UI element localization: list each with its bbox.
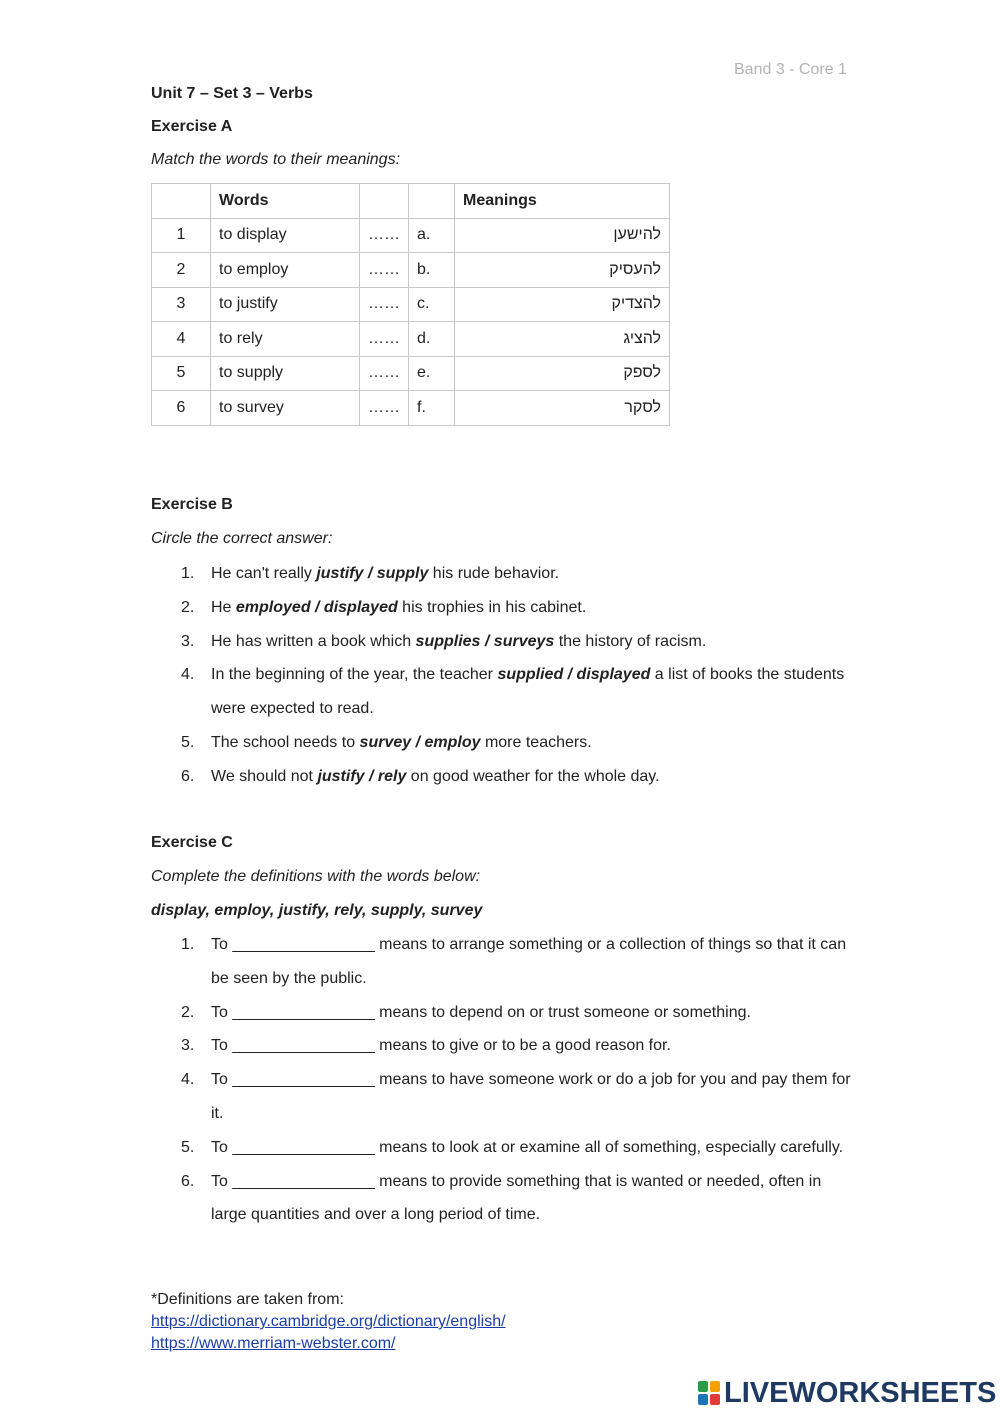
list-item xyxy=(151,1131,851,1165)
item-number: 1. xyxy=(181,936,195,953)
definition-text[interactable]: To ________________ means to have someone work or do a job for you and pay them for it. xyxy=(211,1071,851,1122)
list-item xyxy=(151,591,851,625)
answer-options[interactable]: justify / supply xyxy=(316,565,429,582)
exercise-a-instruction: Match the words to their meanings: xyxy=(151,151,401,168)
row-answer-blank[interactable]: …… xyxy=(360,356,409,391)
list-item xyxy=(151,760,851,794)
row-answer-blank[interactable]: …… xyxy=(360,322,409,357)
item-number: 4. xyxy=(181,1071,195,1089)
list-item xyxy=(151,1029,851,1063)
row-number: 1 xyxy=(152,218,211,253)
row-number: 5 xyxy=(152,356,211,391)
row-answer-blank[interactable]: …… xyxy=(360,218,409,253)
list-item xyxy=(151,1165,851,1233)
exercise-c-instruction: Complete the definitions with the words below: xyxy=(151,868,481,885)
row-number: 4 xyxy=(152,322,211,357)
answer-options[interactable]: justify / rely xyxy=(317,767,407,785)
item-number: 1. xyxy=(181,565,195,582)
row-answer-blank[interactable]: …… xyxy=(360,287,409,322)
exercise-a-title: Exercise A xyxy=(151,118,233,135)
item-text-before: The school needs to xyxy=(211,733,360,751)
list-item xyxy=(151,928,851,996)
item-number: 4. xyxy=(181,666,195,684)
row-letter: b. xyxy=(409,253,455,288)
table-row xyxy=(152,253,670,288)
exercise-c-title: Exercise C xyxy=(151,834,233,851)
exercise-c-list xyxy=(151,928,851,1232)
item-text-after: his rude behavior. xyxy=(428,565,560,582)
definition-text[interactable]: To ________________ means to give or to be a good reason for. xyxy=(211,1037,671,1055)
item-number: 6. xyxy=(181,767,195,785)
exercise-b-instruction: Circle the correct answer: xyxy=(151,530,333,547)
item-text-before: In the beginning of the year, the teacher xyxy=(211,666,498,684)
row-letter: c. xyxy=(409,287,455,322)
item-text-before: He has written a book which xyxy=(211,632,416,650)
item-text-after: his trophies in his cabinet. xyxy=(397,598,587,616)
answer-options[interactable]: supplied / displayed xyxy=(497,666,651,684)
liveworksheets-logo xyxy=(698,1378,996,1408)
logo-mark-square xyxy=(698,1394,708,1405)
row-word: to display xyxy=(211,218,360,253)
table-row xyxy=(152,218,670,253)
row-meaning: לסקר xyxy=(455,391,670,426)
answer-options[interactable]: employed / displayed xyxy=(235,598,398,616)
list-item xyxy=(151,625,851,659)
exercise-c-word-bank: display, employ, justify, rely, supply, survey xyxy=(151,902,483,919)
matching-table xyxy=(151,183,670,426)
row-answer-blank[interactable]: …… xyxy=(360,253,409,288)
row-meaning: להישען xyxy=(455,218,670,253)
row-letter: f. xyxy=(409,391,455,426)
list-item xyxy=(151,996,851,1030)
worksheet-title: Unit 7 – Set 3 – Verbs xyxy=(151,85,313,102)
row-meaning: להעסיק xyxy=(455,253,670,288)
item-text-after: a list of books the students were expected to read. xyxy=(211,666,845,718)
item-text-before: He can't really xyxy=(211,565,317,582)
definition-text[interactable]: To ________________ means to provide something that is wanted or needed, often in large quantities and over a long period of time. xyxy=(211,1172,822,1224)
list-item xyxy=(151,1063,851,1131)
merriam-webster-link[interactable]: https://www.merriam-webster.com/ xyxy=(151,1335,396,1352)
item-text-before: He xyxy=(211,598,236,616)
definition-text[interactable]: To ________________ means to depend on or trust someone or something. xyxy=(211,1003,751,1021)
item-text-after: on good weather for the whole day. xyxy=(406,767,660,785)
table-row xyxy=(152,322,670,357)
header-band-label: Band 3 - Core 1 xyxy=(734,61,847,78)
item-number: 6. xyxy=(181,1172,195,1190)
item-number: 3. xyxy=(181,632,195,650)
item-number: 5. xyxy=(181,1138,195,1156)
definition-text[interactable]: To ________________ means to arrange something or a collection of things so that it can be seen by the public. xyxy=(211,936,847,987)
list-item xyxy=(151,658,851,726)
header-cell-num xyxy=(152,184,211,219)
item-number: 2. xyxy=(181,1003,195,1021)
answer-options[interactable]: survey / employ xyxy=(359,733,481,751)
logo-mark-square xyxy=(710,1381,720,1392)
logo-mark-square xyxy=(698,1381,708,1392)
row-word: to supply xyxy=(211,356,360,391)
row-word: to justify xyxy=(211,287,360,322)
header-cell-blank xyxy=(360,184,409,219)
row-answer-blank[interactable]: …… xyxy=(360,391,409,426)
list-item xyxy=(151,557,851,591)
item-number: 3. xyxy=(181,1037,195,1055)
table-header-row xyxy=(152,184,670,219)
row-number: 2 xyxy=(152,253,211,288)
answer-options[interactable]: supplies / surveys xyxy=(415,632,555,650)
footnote xyxy=(151,1289,506,1355)
item-number: 5. xyxy=(181,733,195,751)
row-word: to survey xyxy=(211,391,360,426)
row-meaning: להצדיק xyxy=(455,287,670,322)
header-cell-meanings: Meanings xyxy=(455,184,670,219)
row-number: 6 xyxy=(152,391,211,426)
exercise-b-list xyxy=(151,557,851,794)
footnote-label: *Definitions are taken from: xyxy=(151,1291,344,1308)
row-letter: a. xyxy=(409,218,455,253)
item-text-before: We should not xyxy=(211,767,318,785)
row-letter: d. xyxy=(409,322,455,357)
row-meaning: לספק xyxy=(455,356,670,391)
list-item xyxy=(151,726,851,760)
logo-mark-icon xyxy=(698,1381,720,1405)
table-row xyxy=(152,356,670,391)
table-row xyxy=(152,287,670,322)
row-letter: e. xyxy=(409,356,455,391)
logo-text: LIVEWORKSHEETS xyxy=(724,1376,997,1409)
row-meaning: להציג xyxy=(455,322,670,357)
row-word: to employ xyxy=(211,253,360,288)
exercise-b-title: Exercise B xyxy=(151,496,233,513)
item-text-after: more teachers. xyxy=(480,733,592,751)
cambridge-link[interactable]: https://dictionary.cambridge.org/dictionary/english/ xyxy=(151,1313,506,1330)
header-cell-words: Words xyxy=(211,184,360,219)
item-number: 2. xyxy=(181,598,195,616)
logo-mark-square xyxy=(710,1394,720,1405)
row-number: 3 xyxy=(152,287,211,322)
table-row xyxy=(152,391,670,426)
item-text-after: the history of racism. xyxy=(554,632,707,650)
row-word: to rely xyxy=(211,322,360,357)
header-cell-letter xyxy=(409,184,455,219)
definition-text[interactable]: To ________________ means to look at or examine all of something, especially carefully. xyxy=(211,1138,844,1156)
